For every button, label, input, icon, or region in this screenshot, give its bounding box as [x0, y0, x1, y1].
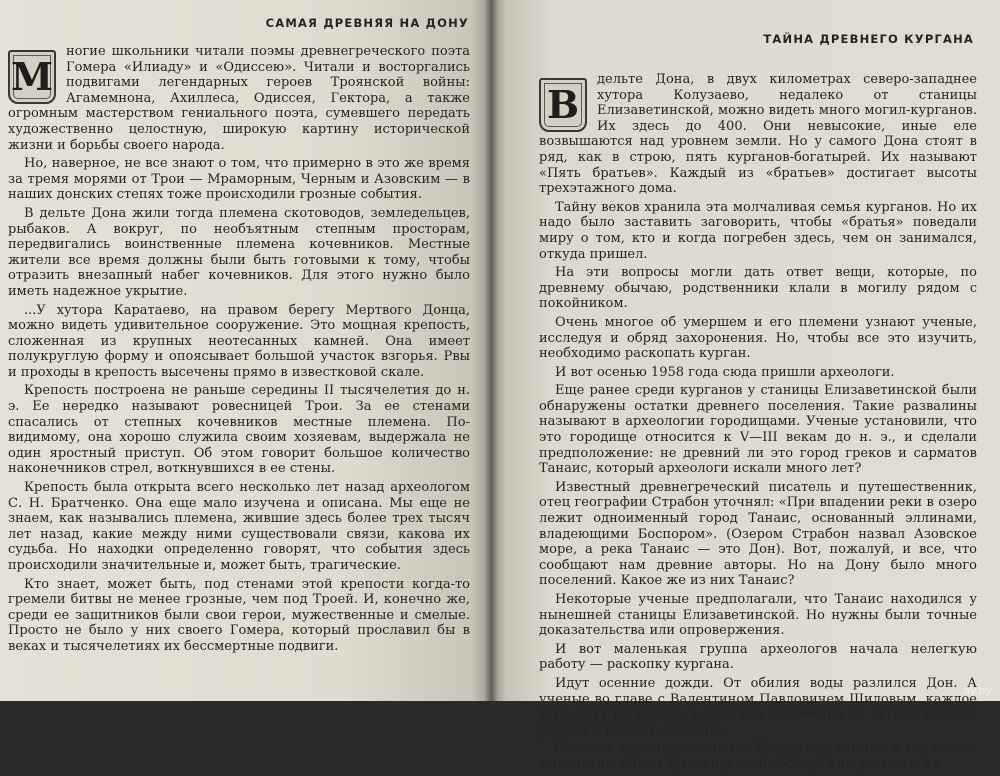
left-dropcap: М [8, 50, 56, 104]
paragraph: Идут осенние дожди. От обилия воды разлился Дон. А ученые во главе с Валентином Павловичем Шиловым, каждое утро идут по колено в воде два километра из хутора к месту работы и копают, копают... [539, 675, 977, 738]
paragraph: Сначала курган раскапывал бульдозер, а потом в ход пошли маленькие лопатки, ножи, кисти. Осторожно двигаются в [539, 741, 977, 772]
paragraph: И вот маленькая группа археологов начала нелегкую работу — раскопку кургана. [539, 641, 977, 673]
right-running-head: ТАЙНА ДРЕВНЕГО КУРГАНА [763, 32, 974, 46]
paragraph: Крепость построена не раньше середины II тысячелетия до н. э. Ее нередко называют ровесницей Трои. За ее стенами спасались от степных кочевников местные племена. По-видимому, она хорошо служила своим хозяевам, выдержала не один яростный приступ. Об этом говорит большое количество наконечников стрел, воткнувшихся в ее стены. [8, 383, 470, 477]
right-page-text [539, 72, 977, 776]
watermark: ay.by [963, 684, 992, 697]
paragraph: дельте Дона, в двух километрах северо-западнее хутора Колузаево, недалеко от станицы Елизаветинской, можно видеть много могил-курганов. Их здесь до 400. Они невысокие, иные еле возвышаются над уровнем земли. Но у самого Дона стоят в ряд, как в строю, пять курганов-богатырей. Их называют «Пять братьев». Каждый из «братьев» достигает высоты трехэтажного дома. [539, 72, 977, 197]
paragraph: ногие школьники читали поэмы древнегреческого поэта Гомера «Илиаду» и «Одиссею». Читали и восторгались подвигами легендарных героев Троянской войны: Агамемнона, Ахиллеса, Одиссея, Гектора, а также огромным мастерством гениального поэта, сумевшего передать художественно целостную, широкую картину исторической жизни и борьбы своего народа. [8, 44, 470, 153]
paragraph: Известный древнегреческий писатель и путешественник, отец географии Страбон уточнял: «При впадении реки в озеро лежит одноименный город Танаис, основанный эллинами, владеющими Боспором». (Озером Страбон назвал Азовское море, а река Танаис — это Дон). Вот, пожалуй, и все, что сообщают нам древние авторы. Но на Дону было много поселений. Какое же из них Танаис? [539, 479, 977, 589]
left-page [0, 0, 491, 701]
left-running-head: САМАЯ ДРЕВНЯЯ НА ДОНУ [265, 16, 469, 30]
paragraph: Очень многое об умершем и его племени узнают ученые, исследуя и обряд захоронения. Но, чтобы все это изучить, необходимо раскопать курган. [539, 314, 977, 362]
right-page [491, 0, 1000, 772]
paragraph: Тайну веков хранила эта молчаливая семья курганов. Но их надо было заставить заговорить, чтобы «братья» поведали миру о том, кто и когда погребен здесь, чем он занимался, откуда пришел. [539, 199, 977, 262]
left-page-text [8, 44, 470, 658]
paragraph: И вот осенью 1958 года сюда пришли археологи. [555, 364, 895, 380]
paragraph: Кто знает, может быть, под стенами этой крепости когда-то гремели битвы не менее грозные, чем под Троей. И, конечно же, среди ее защитников были свои герои, мужественные и смелые. Просто не было у них своего Гомера, который прославил бы в веках и тысячелетиях их бессмертные подвиги. [8, 576, 470, 654]
book-gutter [484, 0, 498, 701]
paragraph: ...У хутора Каратаево, на правом берегу Мертвого Донца, можно видеть удивительное сооружение. Это мощная крепость, сложенная из крупных неотесанных камней. Она имеет полукруглую форму и опоясывает большой участок взгорья. Рвы и проходы в крепость высечены прямо в известковой скале. [8, 302, 470, 380]
paragraph: На эти вопросы могли дать ответ вещи, которые, по древнему обычаю, родственники клали в могилу рядом с покойником. [539, 265, 977, 312]
paragraph: Крепость была открыта всего несколько лет назад археологом С. Н. Братченко. Она еще мало изучена и описана. Мы еще не знаем, как назывались племена, жившие здесь более трех тысяч лет назад, какие между ними существовали связи, какова их судьба. Но находки определенно говорят, что события здесь происходили значительные и, может быть, трагические. [8, 480, 470, 573]
paragraph: Еще ранее среди курганов у станицы Елизаветинской были обнаружены остатки древнего поселения. Такие развалины называют в археологии городищами. Ученые установили, что это городище относится к V—III векам до н. э., и сделали предположение: не древний ли это город греков и сарматов Танаис, который археологи искали много лет? [539, 383, 977, 477]
paragraph: Некоторые ученые предполагали, что Танаис находился у нынешней станицы Елизаветинской. Но нужны были точные доказательства или опровержения. [539, 592, 977, 639]
paragraph: В дельте Дона жили тогда племена скотоводов, земледельцев, рыбаков. А вокруг, по необъятным степным просторам, передвигались воинственные племена кочевников. Местные жители все время должны были быть готовыми к тому, чтобы отразить внезапный набег кочевников. Для этого нужно было иметь надежное укрытие. [8, 205, 470, 299]
right-dropcap: В [539, 78, 587, 132]
paragraph: Но, наверное, не все знают о том, что примерно в это же время за тремя морями от Трои — Мраморным, Черным и Азовским — в наших донских степях тоже происходили грозные события. [8, 156, 470, 203]
